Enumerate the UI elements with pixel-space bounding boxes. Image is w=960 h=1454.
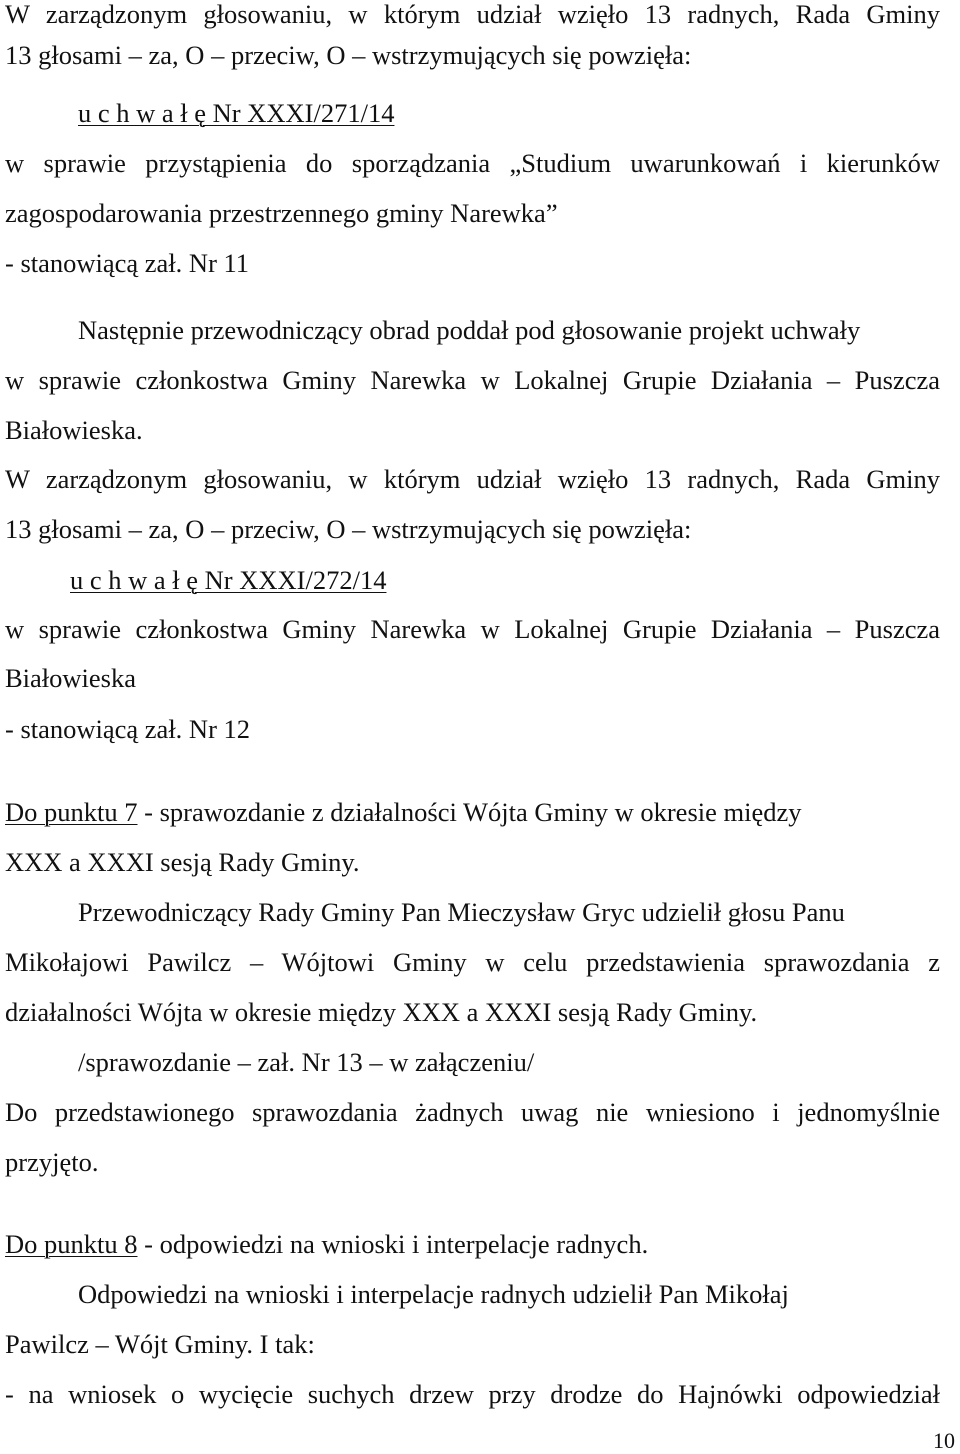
agenda-item-8-heading: Do punktu 8 [5, 1229, 138, 1259]
vote-statement-2-line-1: W zarządzonym głosowaniu, w którym udział wzięło 13 radnych, Rada Gminy [5, 464, 940, 494]
attachment-note-12: - stanowiącą zał. Nr 12 [5, 714, 251, 744]
resolution-number-1: u c h w a ł ę Nr XXXI/271/14 [78, 98, 395, 128]
vote-statement-2-line-2: 13 głosami – za, O – przeciw, O – wstrzymujących się powzięła: [5, 514, 692, 544]
paragraph-vote-intro-line-2: w sprawie członkostwa Gminy Narewka w Lokalnej Grupie Działania – Puszcza [5, 365, 940, 395]
report-acceptance-line-2: przyjęto. [5, 1147, 99, 1177]
vote-statement-1-line-2: 13 głosami – za, O – przeciw, O – wstrzymujących się powzięła: [5, 40, 692, 70]
report-paragraph-line-3: działalności Wójta w okresie między XXX a XXXI sesją Rady Gminy. [5, 997, 758, 1027]
paragraph-vote-intro-line-1: Następnie przewodniczący obrad poddał pod głosowanie projekt uchwały [78, 315, 861, 345]
report-attachment-note: /sprawozdanie – zał. Nr 13 – w załączeniu/ [78, 1047, 535, 1077]
vote-statement-1-line-1: W zarządzonym głosowaniu, w którym udział wzięło 13 radnych, Rada Gminy [5, 0, 940, 29]
resolution-2-subject-line-1: w sprawie członkostwa Gminy Narewka w Lokalnej Grupie Działania – Puszcza [5, 614, 940, 644]
answers-paragraph-line-3: - na wniosek o wycięcie suchych drzew przy drodze do Hajnówki odpowiedział [5, 1379, 940, 1409]
agenda-item-7-line-1 [5, 795, 802, 829]
agenda-item-7-line-2: XXX a XXXI sesją Rady Gminy. [5, 847, 360, 877]
answers-paragraph-line-1: Odpowiedzi na wnioski i interpelacje radnych udzielił Pan Mikołaj [78, 1279, 789, 1309]
resolution-1-subject-line-2: zagospodarowania przestrzennego gminy Narewka” [5, 198, 558, 228]
agenda-item-8-title: - odpowiedzi na wnioski i interpelacje radnych. [137, 1229, 649, 1259]
paragraph-vote-intro-line-3: Białowieska. [5, 415, 143, 445]
report-paragraph-line-2: Mikołajowi Pawilcz – Wójtowi Gminy w celu przedstawienia sprawozdania z [5, 947, 940, 977]
resolution-1-subject-line-1: w sprawie przystąpienia do sporządzania „Studium uwarunkowań i kierunków [5, 148, 940, 178]
attachment-note-11: - stanowiącą zał. Nr 11 [5, 248, 250, 278]
resolution-2-subject-line-2: Białowieska [5, 663, 136, 693]
agenda-item-7-title: - sprawozdanie z działalności Wójta Gminy w okresie między [137, 797, 802, 827]
report-paragraph-line-1: Przewodniczący Rady Gminy Pan Mieczysław Gryc udzielił głosu Panu [78, 897, 845, 927]
answers-paragraph-line-2: Pawilcz – Wójt Gminy. I tak: [5, 1329, 315, 1359]
agenda-item-8-line [5, 1227, 648, 1261]
agenda-item-7-heading: Do punktu 7 [5, 797, 138, 827]
report-acceptance-line-1: Do przedstawionego sprawozdania żadnych uwag nie wniesiono i jednomyślnie [5, 1097, 940, 1127]
resolution-number-2: u c h w a ł ę Nr XXXI/272/14 [70, 565, 387, 595]
page-number: 10 [933, 1428, 955, 1453]
